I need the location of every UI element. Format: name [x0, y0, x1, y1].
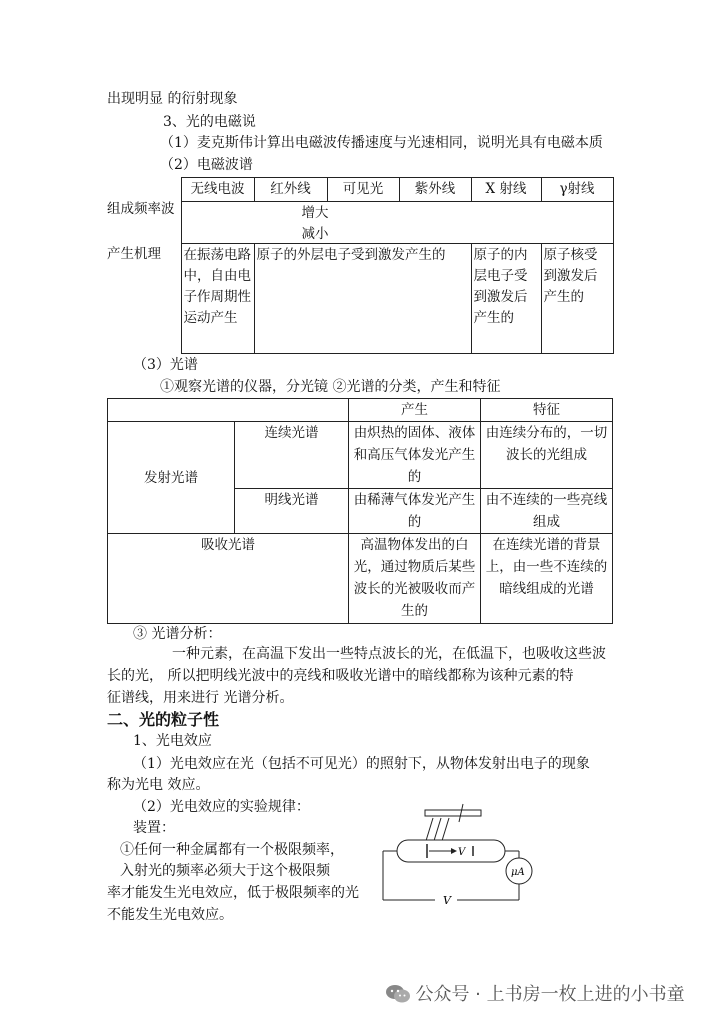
text-line: （2）电磁波谱 — [160, 157, 253, 173]
text-line: ①任何一种金属都有一个极限频率， — [120, 842, 344, 858]
freq-trend: 增大 — [301, 205, 329, 221]
text-line: 出现明显 的衍射现象 — [107, 91, 238, 107]
emission-spectrum-label: 发射光谱 — [108, 422, 235, 534]
header-radio: 无线电波 — [181, 178, 254, 202]
header-uv: 紫外线 — [399, 178, 471, 202]
bright-line-label: 明线光谱 — [235, 489, 349, 534]
text-line: 不能发生光电效应。 — [107, 907, 233, 923]
bright-line-feature: 由不连续的一些亮线组成 — [481, 489, 613, 534]
text-line: 3、光的电磁说 — [163, 114, 256, 130]
xray-mechanism: 原子的内层电子受到激发后产生的 — [471, 244, 541, 354]
text-line: 率才能发生光电效应，低于极限频率的光 — [107, 885, 359, 901]
header-gamma: γ射线 — [541, 178, 613, 202]
continuous-feature: 由连续分布的，一切波长的光组成 — [481, 422, 613, 489]
spectrum-title: （3）光谱 — [133, 357, 198, 373]
small-voltage-label: V — [458, 847, 466, 858]
col-generation: 产生 — [349, 399, 481, 422]
bright-line-generation: 由稀薄气体发光产生的 — [349, 489, 481, 534]
text-line: （1）光电效应在光（包括不可见光）的照射下，从物体发射出电子的现象 — [133, 756, 590, 772]
absorption-feature: 在连续光谱的背景上，由一些不连续的暗线组成的光谱 — [481, 534, 613, 624]
text-line: 长的光， 所以把明线光波中的亮线和吸收光谱中的暗线都称为该种元素的特 — [107, 668, 574, 684]
row-label-freq-wave: 组成频率波 — [107, 200, 175, 217]
continuous-generation: 由炽热的固体、液体和高压气体发光产生的 — [349, 422, 481, 489]
text-line: （1）麦克斯伟计算出电磁波传播速度与光速相同，说明光具有电磁本质 — [160, 135, 603, 151]
section-heading: 二、光的粒子性 — [107, 710, 220, 729]
radio-mechanism: 在振荡电路中，自由电子作周期性运动产生 — [181, 244, 254, 354]
header-infrared: 红外线 — [254, 178, 327, 202]
text-line: 1、光电效应 — [133, 733, 212, 749]
text-line: 征谱线，用来进行 光谱分析。 — [107, 690, 294, 706]
gamma-mechanism: 原子核受到激发后产生的 — [541, 244, 613, 354]
spectrum-subtitle: ①观察光谱的仪器，分光镜 ②光谱的分类，产生和特征 — [160, 379, 501, 395]
atom-mechanism: 原子的外层电子受到激发产生的 — [254, 244, 471, 354]
em-spectrum-table — [107, 177, 614, 354]
header-xray: X 射线 — [471, 178, 541, 202]
text-line: 一种元素，在高温下发出一些特点波长的光，在低温下，也吸收这些波 — [172, 646, 606, 662]
text-line: 称为光电 效应。 — [107, 777, 210, 793]
voltage-label: V — [443, 894, 451, 907]
analysis-title: ③ 光谱分析： — [133, 626, 222, 642]
photoelectric-apparatus-diagram — [375, 800, 535, 912]
continuous-label: 连续光谱 — [235, 422, 349, 489]
text-line: 入射光的频率必须大于这个极限频 — [120, 863, 330, 879]
absorption-label: 吸收光谱 — [108, 534, 349, 624]
text-line: （2）光电效应的实验规律： — [133, 799, 310, 815]
header-visible: 可见光 — [327, 178, 399, 202]
text-line: 装置： — [133, 820, 175, 836]
watermark — [385, 980, 685, 1009]
col-feature: 特征 — [481, 399, 613, 422]
absorption-generation: 高温物体发出的白光，通过物质后某些波长的光被吸收而产生的 — [349, 534, 481, 624]
row-label-mechanism: 产生机理 — [107, 245, 161, 262]
wechat-icon — [385, 983, 411, 1009]
watermark-text: 公众号 · 上书房一枚上进的小书童 — [415, 984, 685, 1005]
spectrum-table — [107, 398, 613, 624]
wave-trend: 减小 — [301, 226, 329, 242]
microammeter-label: μA — [511, 867, 525, 878]
